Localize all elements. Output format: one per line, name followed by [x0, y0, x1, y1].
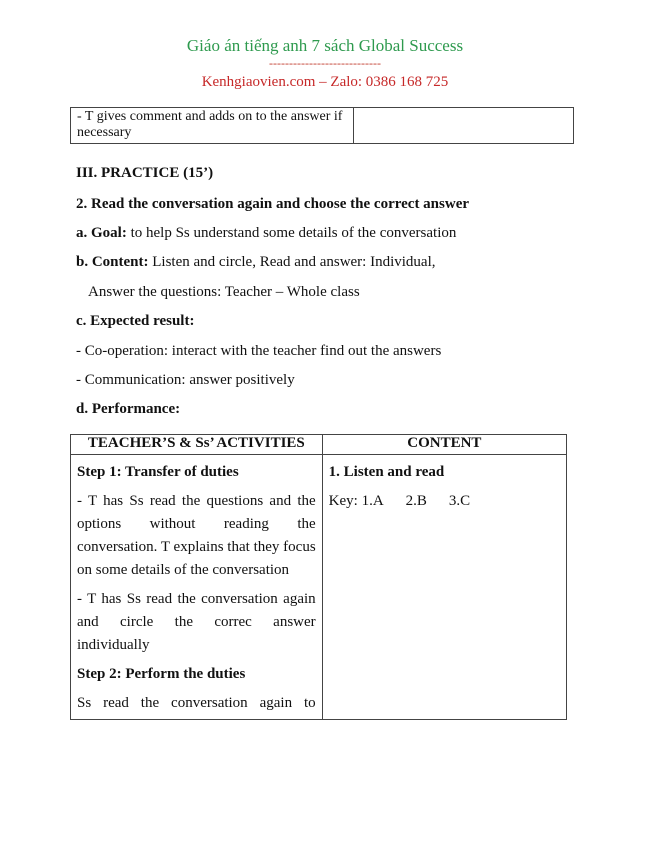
table-row [71, 455, 567, 720]
document-header-title: Giáo án tiếng anh 7 sách Global Success [186, 36, 464, 55]
content-text: Listen and circle, Read and answer: Individual, [148, 254, 436, 270]
column-header-activities: TEACHER’S & Ss’ ACTIVITIES [71, 435, 323, 455]
step2-heading: Step 2: Perform the duties [77, 666, 246, 682]
content-cell-empty [353, 108, 574, 144]
activities-table [70, 434, 567, 720]
activity-paragraph: - T has Ss read the questions and the options without reading the conversation. T explains that they focus on some details of the conversation [77, 493, 316, 578]
goal-label: a. Goal: [76, 225, 127, 241]
task-heading: 2. Read the conversation again and choose the correct answer [76, 196, 470, 212]
answer-key-1: Key: 1.A [328, 493, 384, 509]
activity-paragraph: Ss read the conversation again to [77, 695, 316, 711]
document-header-contact: Kenhgiaovien.com – Zalo: 0386 168 725 [201, 74, 449, 90]
column-header-content: CONTENT [322, 435, 566, 455]
content-label: b. Content: [76, 254, 149, 270]
goal-line [76, 225, 456, 242]
answer-key-2: 2.B [405, 493, 427, 509]
performance-heading: d. Performance: [76, 401, 181, 417]
content-line-2: Answer the questions: Teacher – Whole class [88, 284, 360, 300]
step1-heading: Step 1: Transfer of duties [77, 464, 239, 480]
header-divider: ---------------------------- [269, 56, 381, 70]
table-header-row [71, 435, 567, 455]
content-heading: 1. Listen and read [328, 464, 445, 480]
answer-key [329, 490, 560, 513]
section-practice-heading: III. PRACTICE (15’) [76, 165, 214, 181]
answer-key-3: 3.C [448, 493, 471, 509]
activity-paragraph: - T has Ss read the conversation again and circle the correc answer individually [77, 591, 316, 653]
cooperation-line: - Co-operation: interact with the teacher find out the answers [76, 343, 442, 359]
activities-cell [71, 455, 323, 720]
goal-text: to help Ss understand some details of the conversation [126, 225, 457, 241]
activity-cell: - T gives comment and adds on to the answer if necessary [71, 108, 354, 144]
continued-activity-table [70, 107, 574, 144]
content-cell [322, 455, 566, 720]
expected-result-heading: c. Expected result: [76, 313, 195, 329]
table-row [71, 108, 574, 144]
communication-line: - Communication: answer positively [76, 372, 295, 388]
content-line [76, 254, 436, 271]
